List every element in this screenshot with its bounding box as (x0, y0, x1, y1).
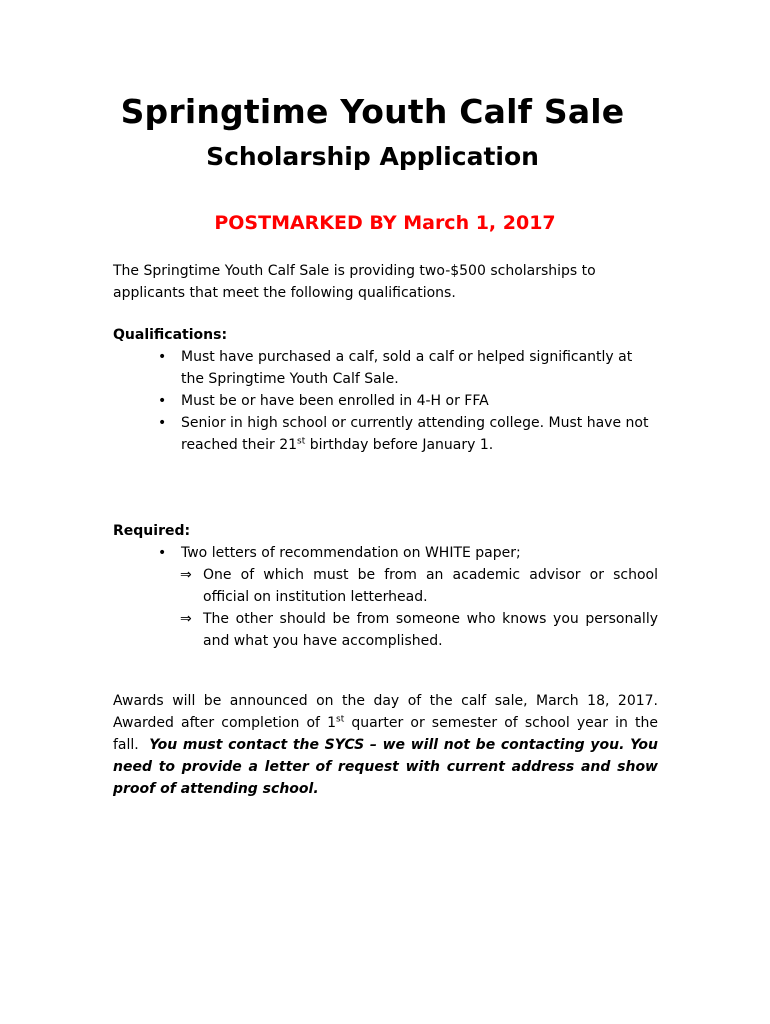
ordinal-suffix: st (297, 436, 306, 447)
list-item (113, 346, 658, 390)
contact-instructions: You must contact the SYCS – we will not be contacting you. You need to provide a letter of request with current address and show proof of attending school. (113, 737, 658, 797)
awards-text-start: Awards will be announced on the day of the calf sale, March 18, 2017. Awarded after completion of 1 (113, 693, 658, 731)
required-list (113, 542, 658, 564)
intro-paragraph: The Springtime Youth Calf Sale is providing two-$500 scholarships to applicants that meet the following qualifications. (113, 263, 596, 301)
list-item (113, 542, 658, 564)
qualifications-section (113, 324, 658, 456)
required-subitem-text: One of which must be from an academic advisor or school official on institution letterhead. (203, 567, 658, 605)
qualification-text: Must have purchased a calf, sold a calf or helped significantly at the Springtime Youth Calf Sale. (181, 349, 633, 387)
page-title: Springtime Youth Calf Sale (120, 92, 625, 131)
qualifications-label: Qualifications: (113, 327, 228, 343)
required-sublist (113, 564, 658, 652)
list-item (113, 412, 658, 456)
deadline-notice: POSTMARKED BY March 1, 2017 (214, 212, 556, 234)
awards-text-end: quarter or semester of school year in the fall. (113, 715, 658, 753)
qualification-text-start: Senior in high school or currently attending college. Must have not reached their 21 (181, 415, 649, 453)
qualification-text: Must be or have been enrolled in 4-H or FFA (181, 393, 489, 409)
page-subtitle: Scholarship Application (206, 142, 539, 171)
required-subitem-text: The other should be from someone who knows you personally and what you have accomplished. (203, 611, 658, 649)
required-label: Required: (113, 523, 191, 539)
qualifications-list (113, 346, 658, 456)
bullet-icon: • (158, 545, 167, 561)
qualification-text (181, 415, 648, 453)
arrow-right-icon: ⇒ (180, 567, 192, 583)
qualification-text-end: birthday before January 1. (305, 437, 494, 453)
bullet-icon: • (158, 349, 167, 365)
arrow-right-icon: ⇒ (180, 611, 192, 627)
bullet-icon: • (158, 393, 167, 409)
list-item (113, 608, 658, 652)
required-section (113, 520, 658, 652)
awards-paragraph (113, 690, 658, 800)
required-text: Two letters of recommendation on WHITE paper; (181, 545, 521, 561)
list-item (113, 390, 658, 412)
list-item (113, 564, 658, 608)
ordinal-suffix: st (336, 714, 345, 725)
bullet-icon: • (158, 415, 167, 431)
